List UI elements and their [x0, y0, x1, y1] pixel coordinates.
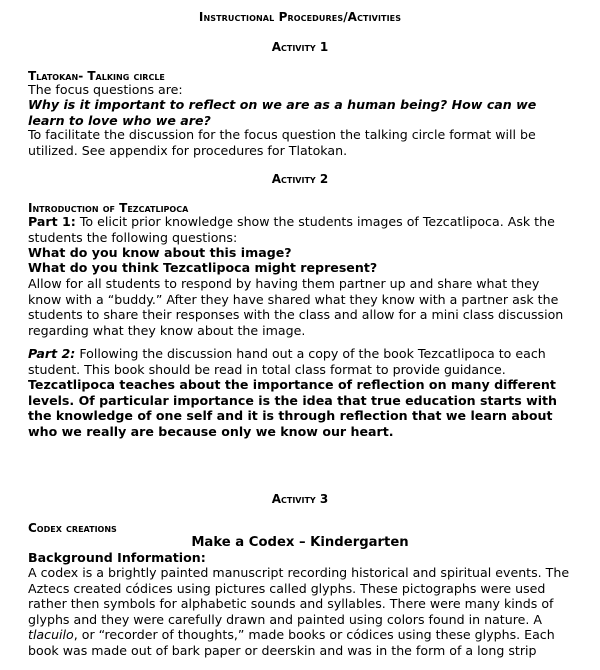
background-text-2: , or “recorder of thoughts,” made books or códices using these glyphs. Each book was made out of bark paper or deerskin and was in the form of a long strip [28, 627, 555, 658]
activity-2-question-2: What do you think Tezcatlipoca might represent? [28, 260, 378, 275]
part2-text: Following the discussion hand out a copy of the book Tezcatlipoca to each student. This book should be read in total class format to provide guidance. [28, 346, 546, 377]
activity-3-heading: Activity 3 [271, 492, 329, 506]
activity-2-part1 [28, 214, 576, 245]
activity-1-subheading: Tlatokan- Talking circle [28, 69, 165, 83]
activity-1-focus-question: Why is it important to reflect on we are as a human being? How can we learn to love who we are? [28, 97, 537, 128]
background-text [28, 565, 576, 659]
activity-2-heading: Activity 2 [271, 172, 329, 186]
activity-1-heading: Activity 1 [271, 40, 329, 54]
page-title: Instructional Procedures/Activities [198, 10, 402, 24]
part1-text: To elicit prior knowledge show the students images of Tezcatlipoca. Ask the students the following questions: [28, 214, 555, 245]
activity-2-part1-followup: Allow for all students to respond by having them partner up and share what they know with a “buddy.” After they have shared what they know with a partner ask the students to share their responses with the class and allow for a mini class discussion regarding what they know about the image. [28, 276, 564, 338]
activity-2-question-1: What do you know about this image? [28, 245, 292, 260]
part2-label: Part 2: [28, 346, 76, 361]
activity-1-text: To facilitate the discussion for the focus question the talking circle format will be utilized. See appendix for procedures for Tlatokan. [28, 127, 536, 158]
background-label: Background Information: [28, 550, 206, 565]
activity-2-subheading: Introduction of Tezcatlipoca [28, 201, 189, 215]
part1-label: Part 1: [28, 214, 76, 229]
activity-1-focus-intro: The focus questions are: [28, 82, 183, 97]
activity-2-part2 [28, 346, 576, 440]
part2-bold-text: Tezcatlipoca teaches about the importance of reflection on many different levels. Of particular importance is the idea that true education starts with the knowledge of one self and it is through reflection that we learn about who we really are because only we know our heart. [28, 377, 558, 439]
activity-3-subheading: Codex creations [28, 521, 117, 535]
background-text-1: A codex is a brightly painted manuscript recording historical and spiritual events. The Aztecs created códices using pictures called glyphs. These pictographs were used rather then symbols for alphabetic sounds and syllables. There were many kinds of glyphs and they were carefully drawn and painted using colors found in nature. A [28, 565, 570, 627]
background-term: tlacuilo [28, 627, 74, 643]
codex-title: Make a Codex – Kindergarten [191, 535, 409, 550]
